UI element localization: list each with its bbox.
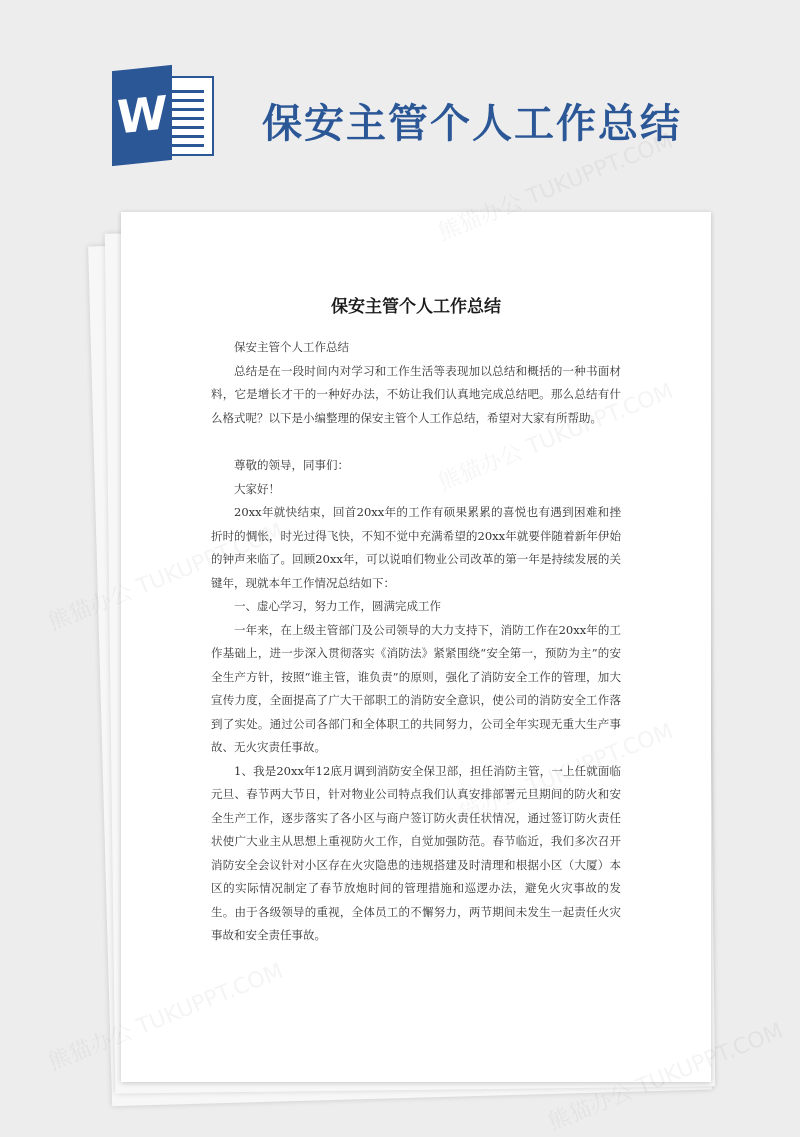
body-paragraph: 20xx年就快结束，回首20xx年的工作有硕果累累的喜悦也有遇到困难和挫折时的惆怅，时光过得飞快，不知不觉中充满希望的20xx年就要伴随着新年伊始的钟声来临了。回顾20xx年，可以说咱们物业公司改革的第一年是持续发展的关键年，现就本年工作情况总结如下： bbox=[211, 505, 621, 590]
word-document-icon bbox=[112, 68, 217, 163]
salutation: 尊敬的领导，同事们： bbox=[234, 458, 349, 472]
document-title: 保安主管个人工作总结 bbox=[331, 297, 501, 317]
section-heading: 一、虚心学习，努力工作，圆满完成工作 bbox=[234, 599, 441, 613]
page-title: 保安主管个人工作总结 bbox=[262, 101, 682, 147]
header bbox=[0, 0, 800, 200]
greeting: 大家好！ bbox=[234, 481, 280, 496]
word-logo-letter: W bbox=[112, 65, 172, 166]
body-paragraph: 1、我是20xx年12底月调到消防安全保卫部，担任消防主管，一上任就面临元旦、春节两大节日，针对物业公司特点我们认真安排部署元旦期间的防火和安全生产工作，逐步落实了各小区与商户签订防火责任状情况，通过签订防火责任状使广大业主从思想上重视防火工作，自觉加强防范。春节临近，我们多次召开消防安全会议针对小区存在火灾隐患的违规搭建及时清理和根据小区（大厦）本区的实际情况制定了春节放炮时间的管理措施和巡逻办法，避免火灾事故的发生。由于各级领导的重视，全体员工的不懈努力，两节期间未发生一起责任火灾事故和安全责任事故。 bbox=[211, 763, 621, 942]
intro-paragraph: 总结是在一段时间内对学习和工作生活等表现加以总结和概括的一种书面材料，它是增长才干的一种好办法，不妨让我们认真地完成总结吧。那么总结有什么格式呢？以下是小编整理的保安主管个人工作总结，希望对大家有所帮助。 bbox=[211, 363, 621, 425]
document-page bbox=[121, 212, 711, 1082]
document-body bbox=[211, 336, 621, 948]
document-subtitle: 保安主管个人工作总结 bbox=[234, 340, 349, 354]
body-paragraph: 一年来，在上级主管部门及公司领导的大力支持下，消防工作在20xx年的工作基础上，进一步深入贯彻落实《消防法》紧紧围绕“安全第一，预防为主”的安全生产方针，按照“谁主管，谁负责”的原则，强化了消防安全工作的管理，加大宣传力度，全面提高了广大干部职工的消防安全意识，使公司的消防安全工作落到了实处。通过公司各部门和全体职工的共同努力，公司全年实现无重大生产事故、无火灾责任事故。 bbox=[211, 622, 621, 754]
